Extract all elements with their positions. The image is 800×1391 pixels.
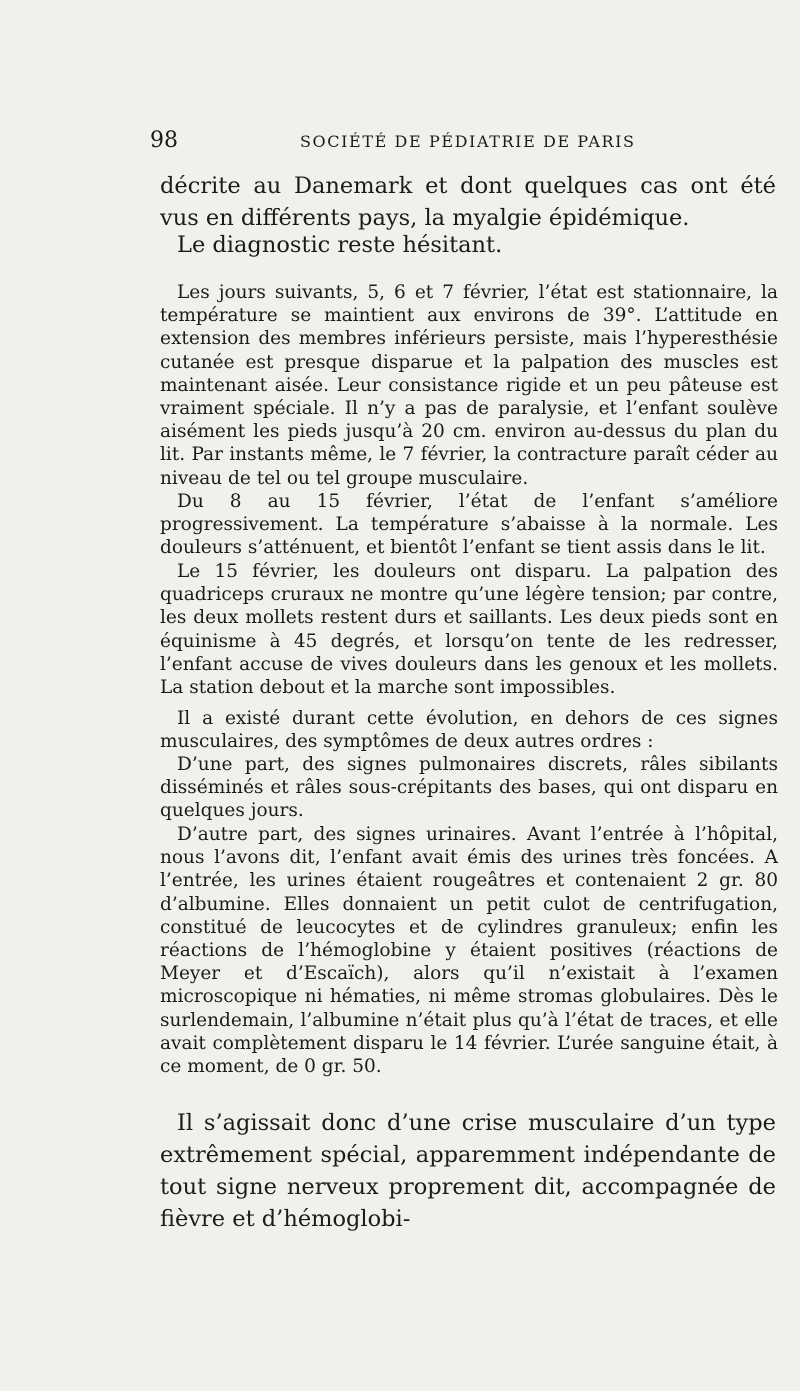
paragraph-urinary-signs: D’autre part, des signes urinaires. Avant l’entrée à l’hôpital, nous l’avons dit, l’enfant avait émis des urines très foncées. A l’entrée, les urines étaient rougeâtres et contenaient 2 gr. 80 d’albumine. Elles donnaient un petit culot de centrifugation, constitué de leucocytes et de cylindres granuleux; enfin les réactions de l’hémoglobine y étaient positives (réactions de Meyer et d’Escaïch), alors qu’il n’existait à l’examen microscopique ni hématies, ni même stromas globulaires. Dès le surlendemain, l’albumine n’était plus qu’à l’état de traces, et elle avait complètement disparu le 14 février. L’urée sanguine était, à ce moment, de 0 gr. 50.: [160, 824, 778, 1078]
running-title: SOCIÉTÉ DE PÉDIATRIE DE PARIS: [300, 132, 636, 151]
paragraph-following-days: Les jours suivants, 5, 6 et 7 février, l’état est stationnaire, la température se maintient aux environs de 39°. L’attitude en extension des membres inférieurs persiste, mais l’hyperesthésie cutanée est presque disparue et la palpation des muscles est maintenant aisée. Leur consistance rigide et un peu pâteuse est vraiment spéciale. Il n’y a pas de paralysie, et l’enfant soulève aisément les pieds jusqu’à 20 cm. environ au-dessus du plan du lit. Par instants même, le 7 février, la contracture paraît céder au niveau de tel ou tel groupe musculaire.: [160, 282, 778, 489]
paragraph-diagnostic: Le diagnostic reste hésitant.: [177, 232, 503, 258]
paragraph-improvement: Du 8 au 15 février, l’état de l’enfant s’améliore progressivement. La température s’abaisse à la normale. Les douleurs s’atténuent, et bientôt l’enfant se tient assis dans le lit.: [160, 491, 778, 559]
paragraph-other-symptoms: Il a existé durant cette évolution, en dehors de ces signes musculaires, des symptômes de deux autres ordres :: [160, 708, 778, 753]
paragraph-conclusion: Il s’agissait donc d’une crise musculaire d’un type extrêmement spécial, apparemment indépendante de tout signe nerveux proprement dit, accompagnée de fièvre et d’hémoglobi-: [160, 1110, 776, 1232]
page-number: 98: [150, 128, 178, 153]
paragraph-pulmonary-signs: D’une part, des signes pulmonaires discrets, râles sibilants disséminés et râles sous-crépitants des bases, qui ont disparu en quelques jours.: [160, 754, 778, 822]
page-header: [150, 128, 636, 158]
paragraph-intro-continuation: décrite au Danemark et dont quelques cas ont été vus en différents pays, la myalgie épidémique.: [160, 173, 776, 231]
paragraph-feb-15: Le 15 février, les douleurs ont disparu. La palpation des quadriceps cruraux ne montre qu’une légère tension; par contre, les deux mollets restent durs et saillants. Les deux pieds sont en équinisme à 45 degrés, et lorsqu’on tente de les redresser, l’enfant accuse de vives douleurs dans les genoux et les mollets. La station debout et la marche sont impossibles.: [160, 561, 778, 699]
